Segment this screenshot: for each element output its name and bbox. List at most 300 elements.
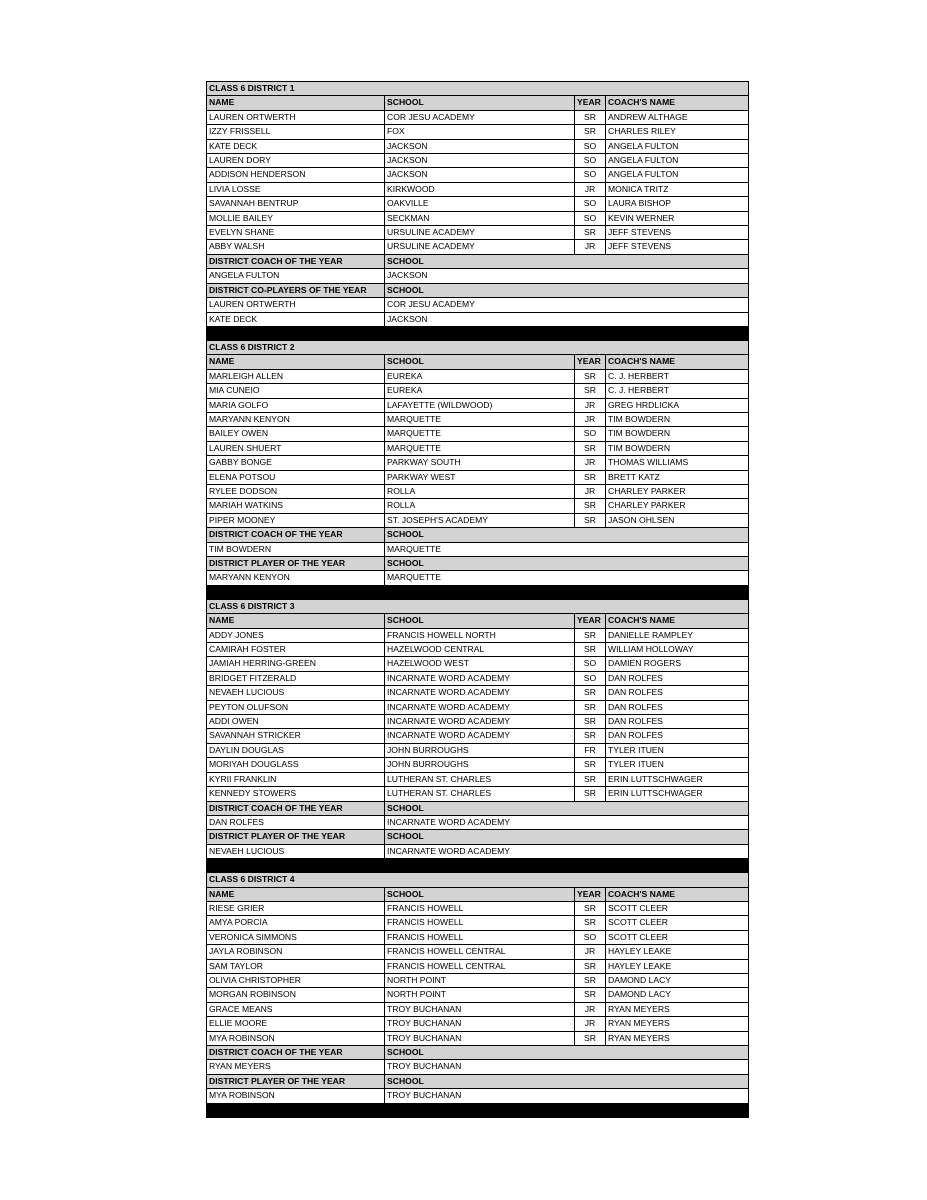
player-coach: SCOTT CLEER [606,930,749,944]
player-coach: TIM BOWDERN [606,441,749,455]
player-school: HAZELWOOD CENTRAL [385,643,575,657]
player-name: SAM TAYLOR [207,959,385,973]
player-row [207,772,749,786]
player-school: OAKVILLE [385,197,575,211]
coach-of-year-name: ANGELA FULTON [207,269,385,283]
player-row [207,758,749,772]
player-year: SR [575,470,606,484]
player-coach: ERIN LUTTSCHWAGER [606,772,749,786]
player-of-year-school-label: SCHOOL [385,1074,749,1088]
player-coach: DANIELLE RAMPLEY [606,628,749,642]
player-school: PARKWAY WEST [385,470,575,484]
player-name: LAUREN ORTWERTH [207,110,385,124]
coach-of-year-label: DISTRICT COACH OF THE YEAR [207,801,385,815]
player-school: MARQUETTE [385,427,575,441]
player-row [207,988,749,1002]
coach-header: COACH'S NAME [606,355,749,369]
player-row [207,787,749,801]
coach-of-year-row [207,269,749,283]
player-coach: DAMOND LACY [606,973,749,987]
player-school: NORTH POINT [385,973,575,987]
school-header: SCHOOL [385,96,575,110]
player-school: FRANCIS HOWELL [385,930,575,944]
player-year: SR [575,700,606,714]
player-school: JACKSON [385,139,575,153]
player-coach: GREG HRDLICKA [606,398,749,412]
player-coach: SCOTT CLEER [606,901,749,915]
player-name: OLIVIA CHRISTOPHER [207,973,385,987]
player-year: SR [575,988,606,1002]
player-year: SO [575,197,606,211]
name-header: NAME [207,355,385,369]
player-year: SR [575,959,606,973]
player-name: KENNEDY STOWERS [207,787,385,801]
player-name: MARIA GOLFO [207,398,385,412]
player-name: SAVANNAH STRICKER [207,729,385,743]
player-of-year-name: MARYANN KENYON [207,571,385,585]
player-coach: JEFF STEVENS [606,240,749,254]
player-school: INCARNATE WORD ACADEMY [385,686,575,700]
player-school: JACKSON [385,168,575,182]
player-row [207,398,749,412]
player-year: SO [575,930,606,944]
player-school: COR JESU ACADEMY [385,110,575,124]
player-school: TROY BUCHANAN [385,1002,575,1016]
player-school: FOX [385,125,575,139]
player-row [207,456,749,470]
player-row [207,930,749,944]
player-name: MIA CUNEIO [207,384,385,398]
player-coach: DAMIEN ROGERS [606,657,749,671]
player-row [207,973,749,987]
player-of-year-name: MYA ROBINSON [207,1089,385,1103]
player-of-year-name: NEVAEH LUCIOUS [207,844,385,858]
player-year: FR [575,743,606,757]
player-row [207,657,749,671]
player-name: RYLEE DODSON [207,484,385,498]
year-header: YEAR [575,96,606,110]
player-name: VERONICA SIMMONS [207,930,385,944]
player-school: TROY BUCHANAN [385,1017,575,1031]
player-coach: ANGELA FULTON [606,154,749,168]
player-year: SR [575,513,606,527]
player-coach: DAN ROLFES [606,700,749,714]
player-name: MYA ROBINSON [207,1031,385,1045]
player-name: ADDISON HENDERSON [207,168,385,182]
school-header: SCHOOL [385,887,575,901]
coach-of-year-header-row [207,1046,749,1060]
player-year: JR [575,1017,606,1031]
player-school: URSULINE ACADEMY [385,240,575,254]
section-separator-bar [207,585,749,599]
player-coach: KEVIN WERNER [606,211,749,225]
player-year: SO [575,139,606,153]
coach-of-year-header-row [207,801,749,815]
player-year: SR [575,715,606,729]
separator-cell [207,585,749,599]
coach-of-year-name: TIM BOWDERN [207,542,385,556]
player-name: ADDY JONES [207,628,385,642]
player-of-year-school: INCARNATE WORD ACADEMY [385,844,749,858]
player-year: JR [575,398,606,412]
player-row [207,211,749,225]
player-of-year-name: KATE DECK [207,312,385,326]
player-year: SR [575,110,606,124]
player-name: AMYA PORCIA [207,916,385,930]
coach-of-year-name: RYAN MEYERS [207,1060,385,1074]
district-title-row [207,82,749,96]
coach-of-year-label: DISTRICT COACH OF THE YEAR [207,528,385,542]
player-name: MARYANN KENYON [207,412,385,426]
player-row [207,427,749,441]
player-of-year-row [207,571,749,585]
player-coach: ANGELA FULTON [606,168,749,182]
player-school: LUTHERAN ST. CHARLES [385,772,575,786]
district-title: CLASS 6 DISTRICT 4 [207,873,749,887]
player-coach: C. J. HERBERT [606,369,749,383]
coach-of-year-school: JACKSON [385,269,749,283]
player-school: JOHN BURROUGHS [385,758,575,772]
player-coach: TYLER ITUEN [606,758,749,772]
name-header: NAME [207,887,385,901]
district-table [206,81,749,1118]
district-title-row [207,599,749,613]
player-row [207,729,749,743]
player-of-year-header-row [207,830,749,844]
player-school: HAZELWOOD WEST [385,657,575,671]
player-year: SR [575,384,606,398]
player-year: SR [575,441,606,455]
player-name: BRIDGET FITZERALD [207,671,385,685]
player-coach: TIM BOWDERN [606,427,749,441]
player-of-year-row [207,1089,749,1103]
separator-cell [207,326,749,340]
player-name: RIESE GRIER [207,901,385,915]
player-coach: CHARLES RILEY [606,125,749,139]
school-header: SCHOOL [385,355,575,369]
player-name: LAUREN DORY [207,154,385,168]
player-year: SR [575,686,606,700]
column-header-row [207,96,749,110]
player-row [207,499,749,513]
column-header-row [207,614,749,628]
player-coach: TIM BOWDERN [606,412,749,426]
player-coach: LAURA BISHOP [606,197,749,211]
player-row [207,700,749,714]
coach-of-year-header-row [207,254,749,268]
player-year: SR [575,1031,606,1045]
district-title: CLASS 6 DISTRICT 3 [207,599,749,613]
player-of-year-row [207,298,749,312]
player-name: JAMIAH HERRING-GREEN [207,657,385,671]
player-school: FRANCIS HOWELL CENTRAL [385,945,575,959]
coach-of-year-label: DISTRICT COACH OF THE YEAR [207,1046,385,1060]
coach-of-year-school-label: SCHOOL [385,528,749,542]
player-name: MORIYAH DOUGLASS [207,758,385,772]
player-name: PEYTON OLUFSON [207,700,385,714]
player-name: JAYLA ROBINSON [207,945,385,959]
player-row [207,513,749,527]
player-row [207,197,749,211]
player-row [207,743,749,757]
player-school: INCARNATE WORD ACADEMY [385,729,575,743]
player-year: JR [575,945,606,959]
player-school: URSULINE ACADEMY [385,226,575,240]
player-name: MORGAN ROBINSON [207,988,385,1002]
player-name: IZZY FRISSELL [207,125,385,139]
player-coach: DAN ROLFES [606,671,749,685]
column-header-row [207,355,749,369]
player-coach: RYAN MEYERS [606,1031,749,1045]
player-row [207,671,749,685]
player-school: JACKSON [385,154,575,168]
player-name: MOLLIE BAILEY [207,211,385,225]
player-row [207,412,749,426]
player-coach: BRETT KATZ [606,470,749,484]
player-row [207,139,749,153]
player-coach: CHARLEY PARKER [606,484,749,498]
player-of-year-label: DISTRICT PLAYER OF THE YEAR [207,557,385,571]
player-name: KATE DECK [207,139,385,153]
player-of-year-school-label: SCHOOL [385,557,749,571]
player-year: SO [575,211,606,225]
name-header: NAME [207,614,385,628]
player-school: FRANCIS HOWELL [385,916,575,930]
player-school: ST. JOSEPH'S ACADEMY [385,513,575,527]
player-year: JR [575,182,606,196]
player-of-year-row [207,844,749,858]
coach-of-year-school: INCARNATE WORD ACADEMY [385,815,749,829]
player-of-year-school: TROY BUCHANAN [385,1089,749,1103]
player-coach: RYAN MEYERS [606,1017,749,1031]
player-coach: ANDREW ALTHAGE [606,110,749,124]
player-coach: RYAN MEYERS [606,1002,749,1016]
coach-of-year-school: MARQUETTE [385,542,749,556]
player-year: SR [575,916,606,930]
coach-header: COACH'S NAME [606,614,749,628]
player-school: SECKMAN [385,211,575,225]
player-year: SR [575,125,606,139]
player-year: JR [575,456,606,470]
player-row [207,1017,749,1031]
player-of-year-header-row [207,557,749,571]
district-title-row [207,873,749,887]
player-row [207,384,749,398]
player-name: MARIAH WATKINS [207,499,385,513]
player-row [207,441,749,455]
player-row [207,901,749,915]
player-name: ELLIE MOORE [207,1017,385,1031]
player-row [207,484,749,498]
coach-header: COACH'S NAME [606,96,749,110]
coach-of-year-row [207,542,749,556]
coach-of-year-school-label: SCHOOL [385,801,749,815]
player-name: BAILEY OWEN [207,427,385,441]
player-coach: MONICA TRITZ [606,182,749,196]
player-school: TROY BUCHANAN [385,1031,575,1045]
player-coach: TYLER ITUEN [606,743,749,757]
player-of-year-label: DISTRICT CO-PLAYERS OF THE YEAR [207,283,385,297]
player-school: INCARNATE WORD ACADEMY [385,700,575,714]
player-of-year-row [207,312,749,326]
player-row [207,369,749,383]
player-row [207,715,749,729]
player-name: GABBY BONGE [207,456,385,470]
player-coach: THOMAS WILLIAMS [606,456,749,470]
player-name: NEVAEH LUCIOUS [207,686,385,700]
player-school: LUTHERAN ST. CHARLES [385,787,575,801]
section-separator-bar [207,326,749,340]
separator-cell [207,859,749,873]
player-row [207,643,749,657]
player-of-year-school-label: SCHOOL [385,283,749,297]
player-school: ROLLA [385,484,575,498]
section-separator-bar [207,1103,749,1117]
player-row [207,916,749,930]
player-school: EUREKA [385,384,575,398]
player-school: PARKWAY SOUTH [385,456,575,470]
player-school: ROLLA [385,499,575,513]
coach-header: COACH'S NAME [606,887,749,901]
player-year: SR [575,787,606,801]
player-coach: DAMOND LACY [606,988,749,1002]
player-coach: ERIN LUTTSCHWAGER [606,787,749,801]
district-title: CLASS 6 DISTRICT 1 [207,82,749,96]
player-year: JR [575,412,606,426]
player-row [207,240,749,254]
player-row [207,125,749,139]
player-coach: HAYLEY LEAKE [606,959,749,973]
player-name: ELENA POTSOU [207,470,385,484]
player-school: EUREKA [385,369,575,383]
all-district-sheet [206,81,748,1118]
player-name: LAUREN SHUERT [207,441,385,455]
player-of-year-header-row [207,1074,749,1088]
player-name: GRACE MEANS [207,1002,385,1016]
player-school: KIRKWOOD [385,182,575,196]
player-coach: CHARLEY PARKER [606,499,749,513]
player-row [207,110,749,124]
player-year: SR [575,226,606,240]
player-of-year-header-row [207,283,749,297]
player-name: SAVANNAH BENTRUP [207,197,385,211]
player-school: LAFAYETTE (WILDWOOD) [385,398,575,412]
column-header-row [207,887,749,901]
player-name: ADDI OWEN [207,715,385,729]
coach-of-year-row [207,815,749,829]
player-year: SR [575,729,606,743]
player-name: LIVIA LOSSE [207,182,385,196]
player-name: MARLEIGH ALLEN [207,369,385,383]
coach-of-year-header-row [207,528,749,542]
player-row [207,154,749,168]
district-table-body [207,82,749,1118]
player-coach: ANGELA FULTON [606,139,749,153]
player-year: JR [575,1002,606,1016]
player-year: SR [575,643,606,657]
player-coach: WILLIAM HOLLOWAY [606,643,749,657]
player-year: SO [575,657,606,671]
player-row [207,959,749,973]
player-coach: JEFF STEVENS [606,226,749,240]
player-school: JOHN BURROUGHS [385,743,575,757]
player-year: SR [575,758,606,772]
coach-of-year-school: TROY BUCHANAN [385,1060,749,1074]
player-of-year-school: COR JESU ACADEMY [385,298,749,312]
player-coach: DAN ROLFES [606,715,749,729]
player-name: CAMIRAH FOSTER [207,643,385,657]
player-year: SR [575,628,606,642]
player-school: MARQUETTE [385,441,575,455]
player-name: ABBY WALSH [207,240,385,254]
player-of-year-label: DISTRICT PLAYER OF THE YEAR [207,1074,385,1088]
district-title-row [207,340,749,354]
player-name: KYRII FRANKLIN [207,772,385,786]
school-header: SCHOOL [385,614,575,628]
player-row [207,168,749,182]
player-coach: HAYLEY LEAKE [606,945,749,959]
player-year: SR [575,499,606,513]
player-school: FRANCIS HOWELL NORTH [385,628,575,642]
player-row [207,686,749,700]
player-row [207,470,749,484]
player-of-year-school: MARQUETTE [385,571,749,585]
player-coach: DAN ROLFES [606,729,749,743]
player-coach: JASON OHLSEN [606,513,749,527]
player-of-year-school-label: SCHOOL [385,830,749,844]
player-year: SO [575,427,606,441]
player-row [207,1002,749,1016]
player-row [207,226,749,240]
year-header: YEAR [575,887,606,901]
player-of-year-school: JACKSON [385,312,749,326]
player-row [207,628,749,642]
player-year: SR [575,772,606,786]
player-year: SO [575,671,606,685]
player-coach: DAN ROLFES [606,686,749,700]
section-separator-bar [207,859,749,873]
coach-of-year-school-label: SCHOOL [385,1046,749,1060]
player-of-year-label: DISTRICT PLAYER OF THE YEAR [207,830,385,844]
player-coach: SCOTT CLEER [606,916,749,930]
player-school: INCARNATE WORD ACADEMY [385,671,575,685]
player-row [207,945,749,959]
player-school: MARQUETTE [385,412,575,426]
year-header: YEAR [575,355,606,369]
player-year: JR [575,484,606,498]
district-title: CLASS 6 DISTRICT 2 [207,340,749,354]
player-name: EVELYN SHANE [207,226,385,240]
player-of-year-name: LAUREN ORTWERTH [207,298,385,312]
player-school: FRANCIS HOWELL CENTRAL [385,959,575,973]
player-year: JR [575,240,606,254]
player-school: FRANCIS HOWELL [385,901,575,915]
player-year: SO [575,154,606,168]
player-year: SO [575,168,606,182]
name-header: NAME [207,96,385,110]
player-coach: C. J. HERBERT [606,384,749,398]
player-school: INCARNATE WORD ACADEMY [385,715,575,729]
player-name: PIPER MOONEY [207,513,385,527]
player-school: NORTH POINT [385,988,575,1002]
player-name: DAYLIN DOUGLAS [207,743,385,757]
player-year: SR [575,901,606,915]
coach-of-year-label: DISTRICT COACH OF THE YEAR [207,254,385,268]
year-header: YEAR [575,614,606,628]
player-year: SR [575,369,606,383]
coach-of-year-row [207,1060,749,1074]
separator-cell [207,1103,749,1117]
